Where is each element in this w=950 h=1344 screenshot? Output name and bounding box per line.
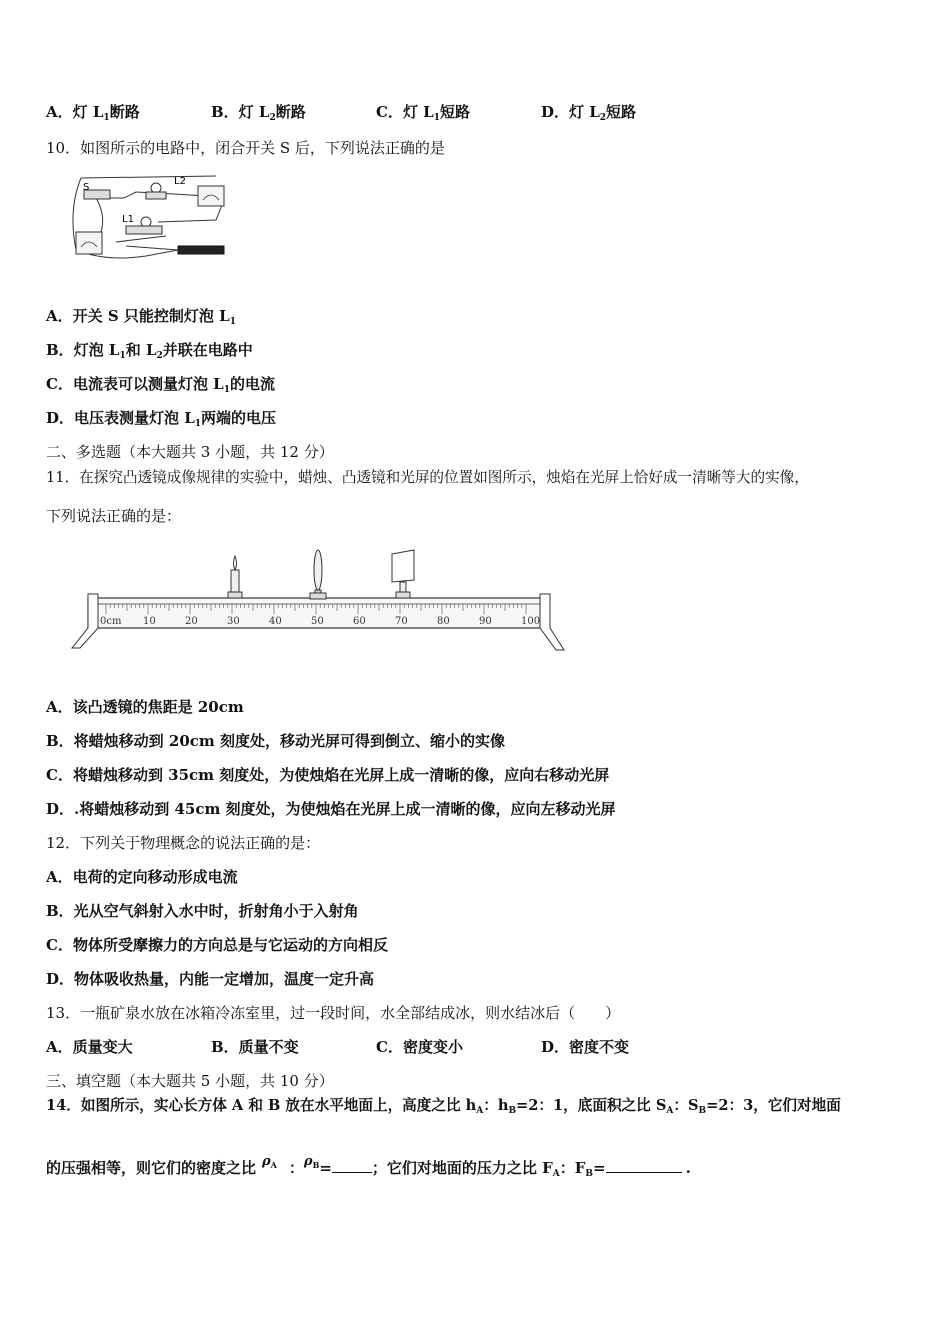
answer-blank-force-ratio[interactable]	[606, 1158, 682, 1173]
q12-option-d[interactable]: D．物体吸收热量，内能一定增加，温度一定升高	[46, 970, 375, 988]
q11-option-b[interactable]: B．将蜡烛移动到 20cm 刻度处，移动光屏可得到倒立、缩小的实像	[46, 732, 506, 750]
q9-option-d[interactable]: D．灯 $L_2$短路	[541, 103, 637, 123]
answer-blank-density-ratio[interactable]	[332, 1158, 372, 1173]
q12-option-a[interactable]: A．电荷的定向移动形成电流	[46, 868, 238, 886]
ruler-label: 20	[185, 616, 198, 627]
q9-option-a[interactable]: A．灯 $L_1$断路	[46, 103, 140, 123]
q12-stem: 12．下列关于物理概念的说法正确的是：	[46, 834, 321, 852]
q11-option-a[interactable]: A．该凸透镜的焦距是 20cm	[46, 698, 244, 716]
section-2-heading: 二、多选题（本大题共 3 小题，共 12 分）	[46, 443, 334, 461]
q10-option-a[interactable]: A．开关 S 只能控制灯泡 $L_1$	[46, 307, 236, 327]
q9-options	[46, 102, 706, 128]
q9-option-c[interactable]: C．灯 $L_1$短路	[376, 103, 470, 123]
circuit-diagram	[66, 170, 236, 266]
q11-option-d[interactable]: D．.将蜡烛移动到 45cm 刻度处，为使烛焰在光屏上成一清晰的像，应向左移动光屏	[46, 800, 616, 818]
q13-options	[46, 1037, 706, 1057]
q13-option-a[interactable]: A．质量变大	[46, 1038, 133, 1056]
q12-option-b[interactable]: B．光从空气斜射入水中时，折射角小于入射角	[46, 902, 359, 920]
ruler-label: 90	[479, 616, 492, 627]
q10-option-c[interactable]: C．电流表可以测量灯泡 $L_1$的电流	[46, 375, 275, 395]
ruler-label: 100	[521, 616, 541, 627]
q11-stem-line1: 11．在探究凸透镜成像规律的实验中，蜡烛、凸透镜和光屏的位置如图所示，烛焰在光屏上恰好成一清晰等大的实像，	[46, 469, 809, 486]
ruler-label: 10	[143, 616, 156, 627]
ruler-label: 80	[437, 616, 450, 627]
bulb-l1-base	[126, 226, 162, 234]
candle-icon	[228, 556, 242, 598]
q13-option-d[interactable]: D．密度不变	[541, 1038, 630, 1056]
q11-stem-line2: 下列说法正确的是：	[46, 507, 182, 525]
q13-stem: 13．一瓶矿泉水放在冰箱冷冻室里，过一段时间，水全部结成冰，则水结冰后（ ）	[46, 1004, 621, 1022]
q10-stem: 10．如图所示的电路中，闭合开关 S 后，下列说法正确的是	[46, 139, 445, 157]
switch-label: S	[83, 182, 90, 193]
left-leg	[72, 594, 98, 648]
ruler-label: 70	[395, 616, 408, 627]
l2-label: L2	[174, 176, 186, 187]
voltmeter-icon	[76, 232, 102, 254]
battery-icon	[178, 246, 224, 254]
q10-option-d[interactable]: D．电压表测量灯泡 $L_1$两端的电压	[46, 409, 277, 429]
bulb-l2-base	[146, 192, 166, 199]
q14-line2: 的压强相等，则它们的密度之比 $\rho_A$ ：$\rho_B=$ ；它们对地面的压力之比 $F_A$：$F_B=$ .	[46, 1154, 691, 1179]
screen-icon	[392, 550, 414, 598]
q13-option-b[interactable]: B．质量不变	[211, 1038, 299, 1056]
ruler-label: 40	[269, 616, 282, 627]
ruler-label: 60	[353, 616, 366, 627]
ruler-label: 50	[311, 616, 324, 627]
q9-option-b[interactable]: B．灯 $L_2$断路	[211, 103, 306, 123]
q13-option-c[interactable]: C．密度变小	[376, 1038, 463, 1056]
rho-a-symbol: $\rho_A$	[262, 1154, 277, 1170]
ruler-label: 30	[227, 616, 240, 627]
right-leg	[540, 594, 564, 650]
q12-option-c[interactable]: C．物体所受摩擦力的方向总是与它运动的方向相反	[46, 936, 388, 954]
ammeter-icon	[198, 186, 224, 206]
q10-option-b[interactable]: B．灯泡 $L_1$和 $L_2$并联在电路中	[46, 341, 253, 361]
l1-label: L1	[122, 214, 134, 225]
ruler-label: 0cm	[100, 616, 122, 627]
q11-option-c[interactable]: C．将蜡烛移动到 35cm 刻度处，为使烛焰在光屏上成一清晰的像，应向右移动光屏	[46, 766, 610, 784]
lens-icon	[310, 550, 326, 599]
q14-line1: 14．如图所示，实心长方体 A 和 B 放在水平地面上，高度之比 $h_A$：$h_B=2$：1，底面积之比 $S_A$：$S_B=2$：3，它们对地面	[46, 1097, 841, 1116]
optical-bench-figure	[70, 546, 570, 656]
rho-b-symbol: $\rho_B$	[303, 1154, 320, 1170]
section-3-heading: 三、填空题（本大题共 5 小题，共 10 分）	[46, 1072, 334, 1090]
